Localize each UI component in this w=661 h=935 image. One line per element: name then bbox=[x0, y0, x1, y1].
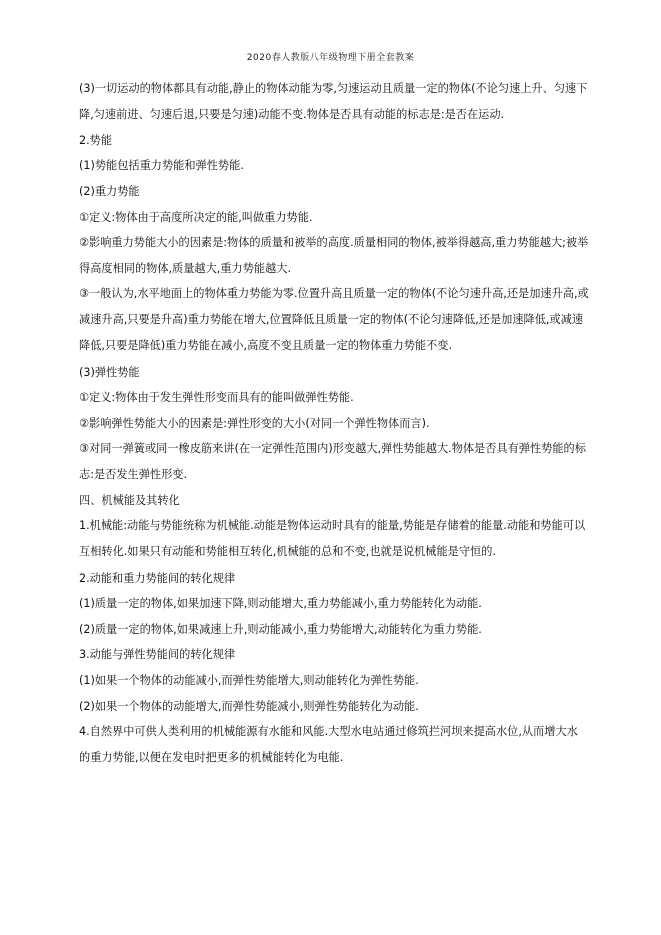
paragraph-natural-energy-sources: 4.自然界中可供人类利用的机械能源有水能和风能.大型水电站通过修筑拦河坝来提高水位,从而增大水的重力势能,以便在发电时把更多的机械能转化为电能. bbox=[79, 724, 578, 764]
document-body bbox=[79, 80, 589, 775]
paragraph-mechanical-energy: 1.机械能:动能与势能统称为机械能.动能是物体运动时具有的能量,势能是存储着的能量.动能和势能可以互相转化.如果只有动能和势能相互转化,机械能的总和不变,也就是说机械能是守恒的. bbox=[79, 519, 586, 559]
paragraph-epe-deformation: ③对同一弹簧或同一橡皮筋来讲(在一定弹性范围内)形变越大,弹性势能越大.物体是否具有弹性势能的标志:是否发生弹性形变. bbox=[79, 442, 586, 482]
paragraph-accelerated-descent: (1)质量一定的物体,如果加速下降,则动能增大,重力势能减小,重力势能转化为动能. bbox=[79, 597, 482, 611]
paragraph-potential-energy-types: (1)势能包括重力势能和弹性势能. bbox=[79, 159, 244, 173]
heading-ke-gpe-conversion: 2.动能和重力势能间的转化规律 bbox=[79, 571, 236, 585]
paragraph-gpe-definition: ①定义:物体由于高度所决定的能,叫做重力势能. bbox=[79, 210, 313, 224]
heading-mechanical-energy-conversion: 四、机械能及其转化 bbox=[79, 494, 180, 508]
paragraph-epe-definition: ①定义:物体由于发生弹性形变而具有的能叫做弹性势能. bbox=[79, 391, 354, 405]
paragraph-gpe-factors: ②影响重力势能大小的因素是:物体的质量和被举的高度.质量相同的物体,被举得越高,重力势能越大;被举得高度相同的物体,质量越大,重力势能越大. bbox=[79, 235, 589, 275]
page-header: 2020春人教版八年级物理下册全套教案 bbox=[246, 53, 415, 63]
paragraph-ke-to-epe: (1)如果一个物体的动能减小,而弹性势能增大,则动能转化为弹性势能. bbox=[79, 674, 419, 688]
heading-elastic-potential-energy: (3)弹性势能 bbox=[79, 365, 140, 379]
paragraph-decelerated-ascent: (2)质量一定的物体,如果减速上升,则动能减小,重力势能增大,动能转化为重力势能. bbox=[79, 622, 482, 636]
paragraph-epe-factors: ②影响弹性势能大小的因素是:弹性形变的大小(对同一个弹性物体而言). bbox=[79, 416, 430, 430]
heading-ke-epe-conversion: 3.动能与弹性势能间的转化规律 bbox=[79, 648, 236, 662]
paragraph-epe-to-ke: (2)如果一个物体的动能增大,而弹性势能减小,则弹性势能转化为动能. bbox=[79, 699, 419, 713]
heading-gravitational-potential-energy: (2)重力势能 bbox=[79, 184, 140, 198]
heading-potential-energy: 2.势能 bbox=[79, 133, 113, 147]
paragraph-gpe-change: ③一般认为,水平地面上的物体重力势能为零.位置升高且质量一定的物体(不论匀速升高,还是加速升高,或减速升高,只要是升高)重力势能在增大,位置降低且质量一定的物体(不论匀速降低,还是加速降低,或减速降低,只要是降低)重力势能在减小,高度不变且质量一定的物体重力势能不变. bbox=[79, 287, 589, 353]
paragraph-kinetic-energy-conditions: (3)一切运动的物体都具有动能,静止的物体动能为零,匀速运动且质量一定的物体(不论匀速上升、匀速下降,匀速前进、匀速后退,只要是匀速)动能不变.物体是否具有动能的标志是:是否在运动. bbox=[79, 81, 588, 121]
